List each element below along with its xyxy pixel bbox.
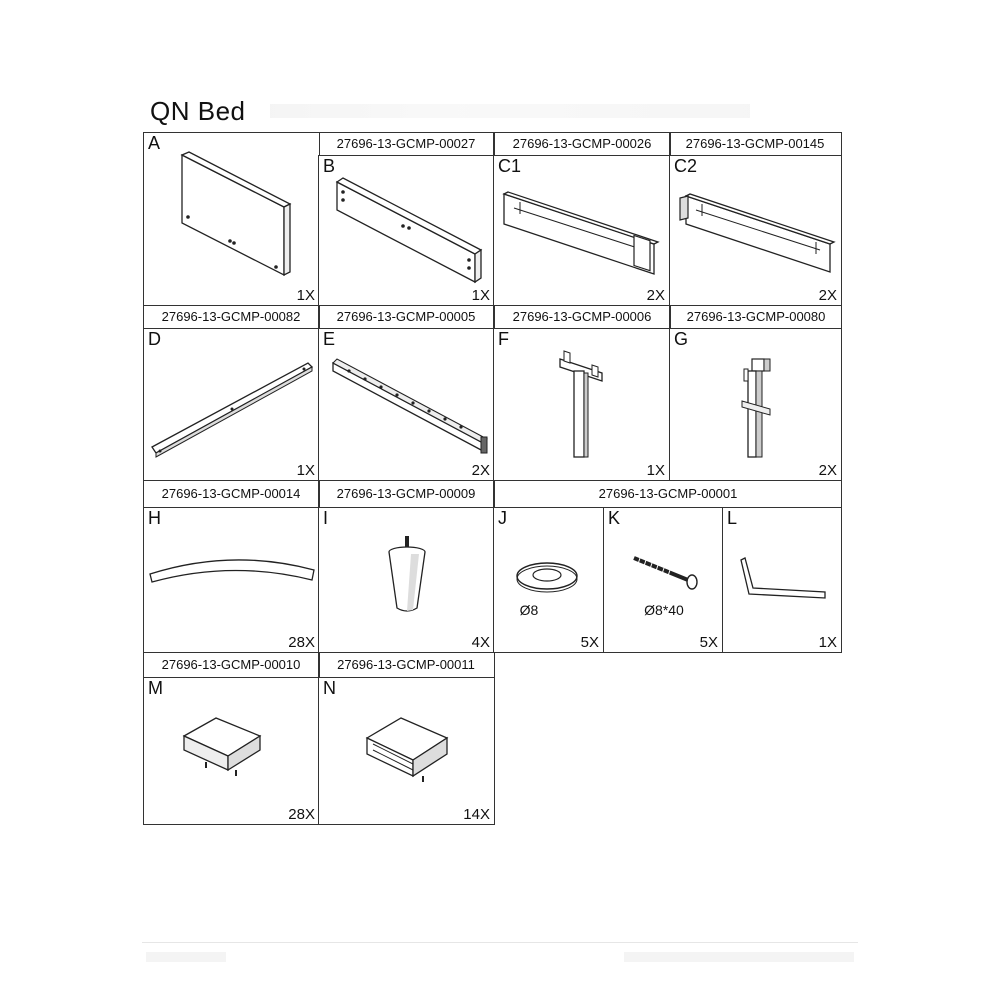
part-cell-i — [318, 507, 495, 653]
part-cell-g — [669, 328, 842, 481]
part-quantity: 4X — [471, 634, 490, 651]
part-letter: J — [498, 508, 507, 528]
faded-footer-left — [146, 952, 226, 962]
part-code-i: 27696-13-GCMP-00009 — [336, 486, 476, 501]
part-code-n: 27696-13-GCMP-00011 — [337, 657, 475, 672]
part-quantity: 1X — [646, 462, 665, 479]
part-code-e: 27696-13-GCMP-00005 — [336, 309, 476, 324]
part-letter: A — [148, 133, 161, 153]
part-code-f: 27696-13-GCMP-00006 — [512, 309, 652, 324]
part-quantity: 28X — [288, 806, 315, 823]
part-code-d: 27696-13-GCMP-00082 — [161, 309, 301, 324]
side-rail-icon — [494, 156, 671, 307]
part-cell-h — [143, 507, 320, 653]
footboard-rail-icon — [319, 156, 496, 307]
part-code-h: 27696-13-GCMP-00014 — [161, 486, 301, 501]
part-letter: N — [323, 678, 336, 698]
part-code-g: 27696-13-GCMP-00080 — [686, 309, 826, 324]
part-cell-c2 — [669, 155, 842, 306]
bracket-leg-icon — [670, 329, 843, 482]
part-letter: L — [727, 508, 738, 528]
part-quantity: 2X — [818, 462, 837, 479]
part-code-b: 27696-13-GCMP-00027 — [336, 136, 476, 151]
part-letter: C1 — [498, 156, 522, 176]
part-quantity: 1X — [296, 287, 315, 304]
faded-footer-right — [624, 952, 854, 962]
bolt-icon — [604, 508, 724, 654]
part-cell-k — [603, 507, 723, 653]
faded-subtitle-strip — [270, 104, 750, 118]
part-quantity: 2X — [471, 462, 490, 479]
part-cell-l — [722, 507, 842, 653]
part-cell-e — [318, 328, 495, 481]
headboard-panel-icon — [144, 133, 321, 307]
page-title: QN Bed — [150, 96, 246, 126]
allen-key-icon — [723, 508, 843, 654]
part-cell-m — [143, 677, 320, 825]
part-letter: B — [323, 156, 336, 176]
part-cell-b — [318, 155, 495, 306]
part-letter: G — [674, 329, 689, 349]
part-letter: E — [323, 329, 336, 349]
slat-holder-icon — [144, 678, 321, 826]
part-cell-n — [318, 677, 495, 825]
part-quantity: 28X — [288, 634, 315, 651]
part-cell-a — [143, 132, 320, 306]
part-letter: H — [148, 508, 161, 528]
part-cell-f — [493, 328, 670, 481]
slat-icon — [144, 508, 321, 654]
center-bar-icon — [144, 329, 321, 482]
code-row-frame — [318, 132, 842, 156]
part-quantity: 14X — [463, 806, 490, 823]
part-cell-j — [493, 507, 604, 653]
part-code-m: 27696-13-GCMP-00010 — [161, 657, 301, 672]
part-cell-c1 — [493, 155, 670, 306]
part-dimension: Ø8 — [519, 602, 539, 618]
footer-divider — [142, 942, 858, 943]
part-quantity: 1X — [296, 462, 315, 479]
part-letter: D — [148, 329, 161, 349]
part-letter: K — [608, 508, 621, 528]
part-quantity: 2X — [646, 287, 665, 304]
part-code-c1: 27696-13-GCMP-00026 — [512, 136, 652, 151]
part-code-jkl: 27696-13-GCMP-00001 — [598, 486, 738, 501]
part-quantity: 5X — [580, 634, 599, 651]
tapered-leg-icon — [319, 508, 496, 654]
side-rail-hook-icon — [670, 156, 843, 307]
part-letter: F — [498, 329, 509, 349]
part-letter: I — [323, 508, 329, 528]
slat-holder-double-icon — [319, 678, 496, 826]
part-quantity: 1X — [818, 634, 837, 651]
part-letter: C2 — [674, 156, 698, 176]
part-dimension: Ø8*40 — [644, 602, 684, 618]
part-code-c2: 27696-13-GCMP-00145 — [685, 136, 825, 151]
support-leg-icon — [494, 329, 671, 482]
part-quantity: 2X — [818, 287, 837, 304]
part-quantity: 1X — [471, 287, 490, 304]
washer-icon — [494, 508, 605, 654]
part-cell-d — [143, 328, 320, 481]
part-letter: M — [148, 678, 163, 698]
slotted-bar-icon — [319, 329, 496, 482]
part-quantity: 5X — [699, 634, 718, 651]
